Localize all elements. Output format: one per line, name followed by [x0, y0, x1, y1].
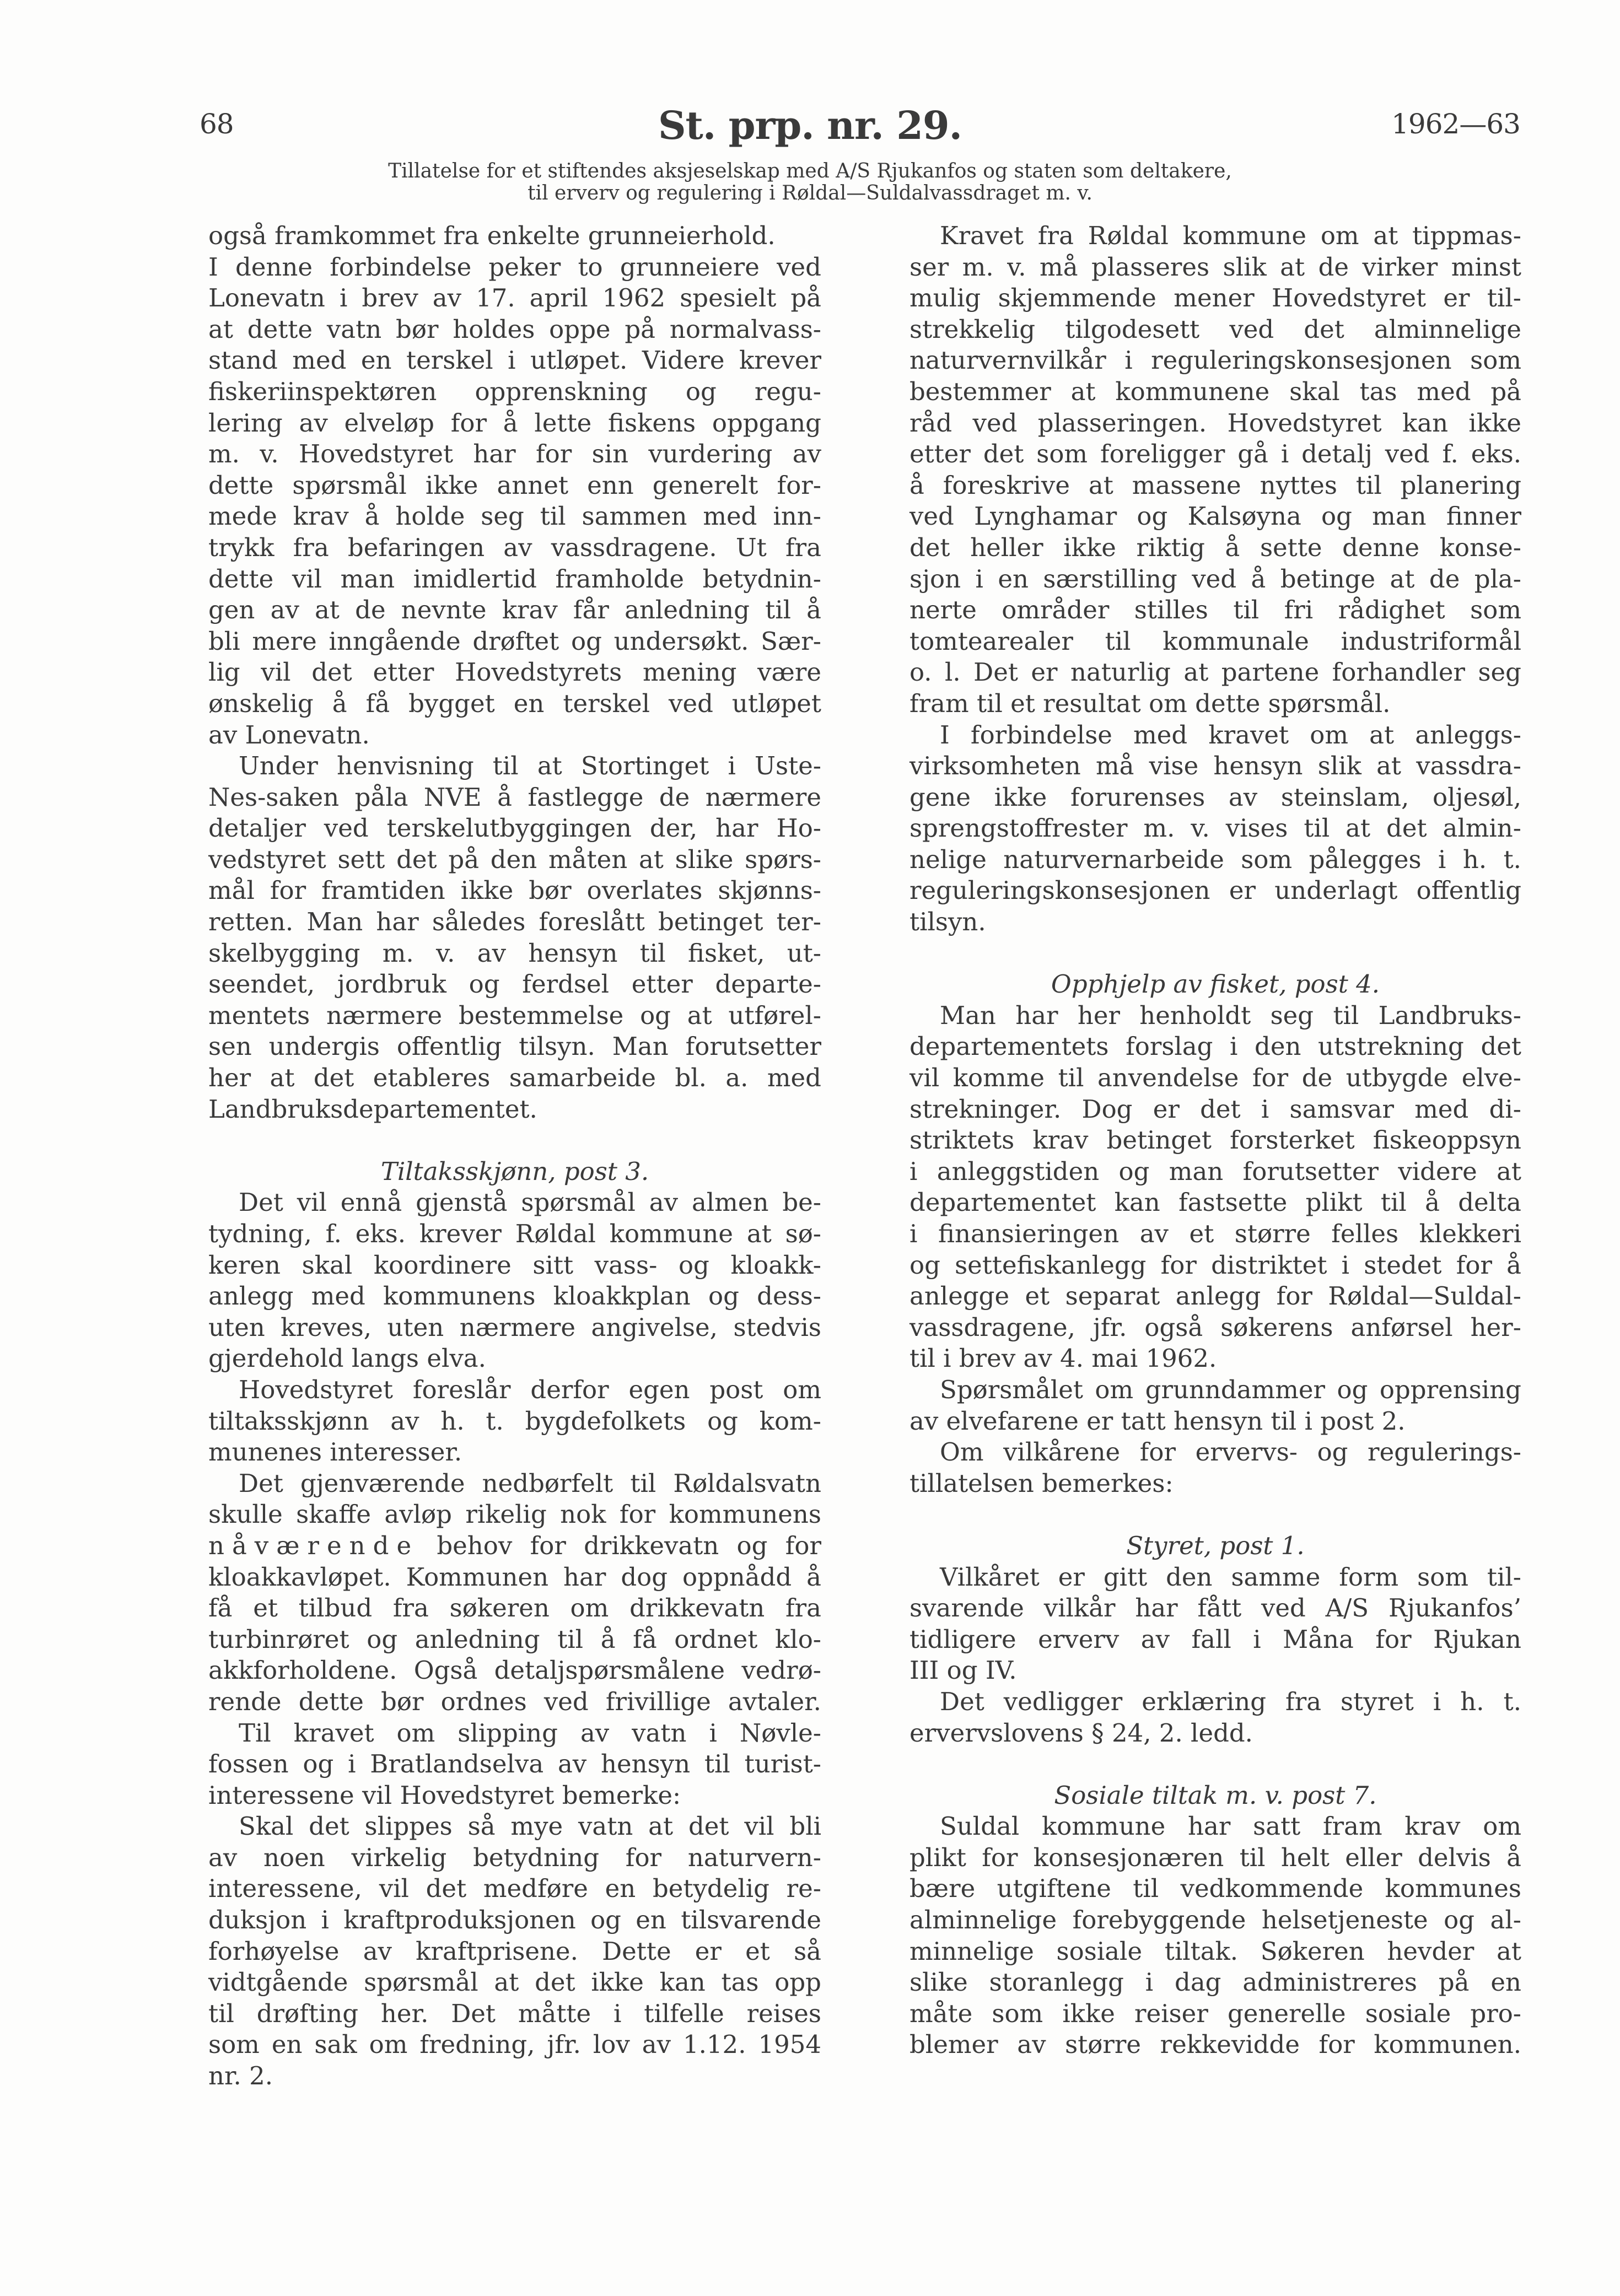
- page-number: 68: [200, 108, 234, 140]
- text-line: ervervslovens § 24, 2. ledd.: [909, 1718, 1253, 1748]
- text-line: Vilkåret er gitt den samme form som til-: [940, 1562, 1521, 1592]
- text-line: gjerdehold langs elva.: [208, 1344, 486, 1373]
- text-line: Det gjenværende nedbørfelt til Røldalsvatn: [239, 1468, 821, 1498]
- text-line: Hovedstyret foreslår derfor egen post om: [239, 1375, 821, 1404]
- text-line: sjon i en særstilling ved å betinge at de pla-: [909, 564, 1521, 594]
- text-line: Til kravet om slipping av vatn i Nøvle-: [239, 1718, 821, 1748]
- text-line: nr. 2.: [208, 2061, 273, 2091]
- text-line: I forbindelse med kravet om at anleggs-: [940, 720, 1521, 750]
- text-line: av Lonevatn.: [208, 720, 370, 750]
- text-line: departementets forslag i den utstrekning det: [909, 1032, 1521, 1061]
- text-line: sprengstoffrester m. v. vises til at det almin-: [909, 813, 1521, 843]
- text-line: keren skal koordinere sitt vass- og kloakk-: [208, 1250, 821, 1280]
- text-line: Om vilkårene for ervervs- og regulerings-: [940, 1437, 1521, 1467]
- text-line: bestemmer at kommunene skal tas med på: [909, 376, 1521, 406]
- text-line: reguleringskonsesjonen er underlagt offentlig: [909, 876, 1521, 906]
- text-line: ved Lynghamar og Kalsøyna og man finner: [909, 502, 1521, 531]
- text-line: sen undergis offentlig tilsyn. Man forutsetter: [208, 1032, 821, 1061]
- text-line: blemer av større rekkevidde for kommunen.: [909, 2030, 1521, 2060]
- text-line: dette spørsmål ikke annet enn generelt for-: [208, 470, 821, 500]
- text-line: plikt for konsesjonæren til helt eller delvis å: [909, 1842, 1521, 1872]
- text-line: dette vil man imidlertid framholde betydnin-: [208, 564, 821, 594]
- text-line: tilsyn.: [909, 907, 986, 937]
- section-spacer: [909, 938, 1521, 969]
- text-line: i finansieringen av et større felles klekkeri: [909, 1219, 1521, 1248]
- text-line: nerte områder stilles til fri rådighet som: [909, 595, 1521, 625]
- text-line: det heller ikke riktig å sette denne konse-: [909, 532, 1521, 562]
- text-line: nåværende behov for drikkevatn og for: [208, 1530, 821, 1560]
- text-line: I denne forbindelse peker to grunneiere ved: [208, 252, 821, 282]
- text-line: m. v. Hovedstyret har for sin vurdering av: [208, 439, 821, 469]
- left-column: [208, 220, 821, 2092]
- text-line: Skal det slippes så mye vatn at det vil bli: [239, 1812, 821, 1841]
- text-line: mulig skjemmende mener Hovedstyret er til-: [909, 283, 1521, 313]
- text-line: departementet kan fastsette plikt til å delta: [909, 1188, 1521, 1217]
- text-line: at dette vatn bør holdes oppe på normalvass-: [208, 314, 821, 344]
- text-line: interessene, vil det medføre en betydelig re-: [208, 1874, 821, 1904]
- text-line: tiltaksskjønn av h. t. bygdefolkets og kom-: [208, 1406, 821, 1436]
- session-year: 1962—63: [1391, 108, 1520, 140]
- text-line: bli mere inngående drøftet og undersøkt. Sær-: [208, 626, 821, 656]
- text-line: Kravet fra Røldal kommune om at tippmas-: [940, 221, 1521, 250]
- text-line: strekninger. Dog er det i samsvar med di-: [909, 1094, 1521, 1124]
- text-line: tydning, f. eks. krever Røldal kommune at sø-: [208, 1219, 821, 1248]
- text-line: å foreskrive at massene nyttes til planering: [909, 470, 1521, 500]
- text-line: her at det etableres samarbeide bl. a. med: [208, 1063, 821, 1093]
- text-line: fossen og i Bratlandselva av hensyn til turist-: [208, 1749, 821, 1779]
- text-line: Lonevatn i brev av 17. april 1962 spesielt på: [208, 283, 821, 313]
- text-line: anlegg med kommunens kloakkplan og dess-: [208, 1281, 821, 1311]
- text-line: Spørsmålet om grunndammer og opprensing: [940, 1375, 1521, 1404]
- text-line: akkforholdene. Også detaljspørsmålene vedrø-: [208, 1656, 821, 1685]
- text-line: minnelige sosiale tiltak. Søkeren hevder at: [909, 1936, 1521, 1966]
- section-spacer: [909, 1499, 1521, 1530]
- text-line: bære utgiftene til vedkommende kommunes: [909, 1874, 1521, 1904]
- text-line: seendet, jordbruk og ferdsel etter departe-: [208, 969, 821, 999]
- text-line: råd ved plasseringen. Hovedstyret kan ikke: [909, 408, 1521, 438]
- text-line: gene ikke forurenses av steinslam, oljesøl,: [909, 782, 1521, 812]
- text-line: rende dette bør ordnes ved frivillige avtaler.: [208, 1686, 821, 1716]
- text-line: også framkommet fra enkelte grunneierhold.: [208, 221, 776, 250]
- text-line: detaljer ved terskelutbyggingen der, har Ho-: [208, 813, 821, 843]
- text-line: interessene vil Hovedstyret bemerke:: [208, 1780, 681, 1810]
- section-heading: Tiltaksskjønn, post 3.: [380, 1156, 649, 1186]
- text-line: gen av at de nevnte krav får anledning til å: [208, 595, 821, 625]
- text-line: av noen virkelig betydning for naturvern-: [208, 1842, 821, 1872]
- text-line: kloakkavløpet. Kommunen har dog oppnådd å: [208, 1562, 821, 1592]
- text-line: III og IV.: [909, 1656, 1017, 1685]
- text-line: av elvefarene er tatt hensyn til i post 2.: [909, 1406, 1406, 1436]
- text-line: ser m. v. må plasseres slik at de virker minst: [909, 252, 1521, 282]
- section-spacer: [909, 1749, 1521, 1780]
- text-line: til drøfting her. Det måtte i tilfelle reises: [208, 1998, 821, 2028]
- text-line: retten. Man har således foreslått betinget ter-: [208, 907, 821, 937]
- document-title: St. prp. nr. 29.: [658, 103, 962, 148]
- text-line: striktets krav betinget forsterket fiskeoppsyn: [909, 1125, 1521, 1155]
- text-line: mentets nærmere bestemmelse og at utførel-: [208, 1000, 821, 1030]
- text-line: Man har her henholdt seg til Landbruks-: [940, 1000, 1521, 1030]
- text-line: mål for framtiden ikke bør overlates skjønns-: [208, 876, 821, 906]
- text-line: Landbruksdepartementet.: [208, 1094, 537, 1124]
- text-line: uten kreves, uten nærmere angivelse, stedvis: [208, 1312, 821, 1342]
- text-line: vassdragene, jfr. også søkerens anførsel her-: [909, 1312, 1521, 1342]
- text-line: strekkelig tilgodesett ved det alminnelige: [909, 314, 1521, 344]
- text-line: fiskeriinspektøren opprenskning og regu-: [208, 376, 821, 406]
- text-line: vidtgående spørsmål at det ikke kan tas opp: [208, 1968, 821, 1997]
- text-line: til i brev av 4. mai 1962.: [909, 1344, 1217, 1373]
- text-line: måte som ikke reiser generelle sosiale pro-: [909, 1998, 1521, 2028]
- text-line: som en sak om fredning, jfr. lov av 1.12. 1954: [208, 2030, 821, 2060]
- text-line: få et tilbud fra søkeren om drikkevatn fra: [208, 1593, 821, 1623]
- text-line: mede krav å holde seg til sammen med inn-: [208, 502, 821, 531]
- text-line: vedstyret sett det på den måten at slike spørs-: [208, 844, 821, 874]
- text-line: alminnelige forebyggende helsetjeneste og al-: [909, 1905, 1521, 1935]
- text-line: tillatelsen bemerkes:: [909, 1468, 1174, 1498]
- text-line: Suldal kommune har satt fram krav om: [940, 1812, 1521, 1841]
- text-line: tidligere erverv av fall i Måna for Rjukan: [909, 1624, 1521, 1654]
- text-line: o. l. Det er naturlig at partene forhandler seg: [909, 657, 1521, 687]
- text-line: lig vil det etter Hovedstyrets mening være: [208, 657, 821, 687]
- text-line: duksjon i kraftproduksjonen og en tilsvarende: [208, 1905, 821, 1935]
- text-line: skulle skaffe avløp rikelig nok for kommunens: [208, 1500, 821, 1529]
- text-line: anlegge et separat anlegg for Røldal—Suldal-: [909, 1281, 1521, 1311]
- section-heading: Opphjelp av fisket, post 4.: [1051, 969, 1380, 999]
- text-line: naturvernvilkår i reguleringskonsesjonen som: [909, 346, 1521, 375]
- text-line: vil komme til anvendelse for de utbygde elve-: [909, 1063, 1521, 1093]
- text-line: slike storanlegg i dag administreres på en: [909, 1968, 1521, 1997]
- text-line: skelbygging m. v. av hensyn til fisket, ut-: [208, 938, 821, 968]
- text-line: munenes interesser.: [208, 1437, 462, 1467]
- text-line: lering av elveløp for å lette fiskens oppgang: [208, 408, 821, 438]
- subtitle-line: Tillatelse for et stiftendes aksjeselskap med A/S Rjukanfos og staten som deltakere,: [388, 160, 1232, 182]
- text-line: og settefiskanlegg for distriktet i stedet for å: [909, 1250, 1521, 1280]
- section-heading: Styret, post 1.: [1126, 1530, 1305, 1560]
- text-line: fram til et resultat om dette spørsmål.: [909, 688, 1391, 718]
- text-line: Under henvisning til at Stortinget i Uste-: [239, 751, 821, 781]
- section-heading: Sosiale tiltak m. v. post 7.: [1054, 1780, 1377, 1810]
- text-line: turbinrøret og anledning til å få ordnet klo-: [208, 1624, 821, 1654]
- text-line: Det vedligger erklæring fra styret i h. t.: [940, 1686, 1521, 1716]
- text-line: tomtearealer til kommunale industriformål: [909, 626, 1521, 656]
- text-line: trykk fra befaringen av vassdragene. Ut fra: [208, 532, 821, 562]
- section-spacer: [208, 1125, 821, 1156]
- text-line: etter det som foreligger gå i detalj ved f. eks.: [909, 439, 1521, 469]
- text-line: stand med en terskel i utløpet. Videre krever: [208, 346, 821, 375]
- right-column: [909, 220, 1521, 2061]
- text-line: virksomheten må vise hensyn slik at vassdra-: [909, 751, 1521, 781]
- subtitle-line: til erverv og regulering i Røldal—Suldalvassdraget m. v.: [528, 182, 1092, 204]
- text-line: ønskelig å få bygget en terskel ved utløpet: [208, 688, 821, 718]
- text-line: svarende vilkår har fått ved A/S Rjukanfos’: [909, 1593, 1521, 1623]
- text-line: i anleggstiden og man forutsetter videre at: [909, 1156, 1521, 1186]
- text-line: forhøyelse av kraftprisene. Dette er et så: [208, 1936, 821, 1966]
- running-subtitle: [0, 160, 1620, 204]
- text-line: nelige naturvernarbeide som pålegges i h. t.: [909, 844, 1521, 874]
- text-line: Nes-saken påla NVE å fastlegge de nærmere: [208, 782, 821, 812]
- text-line: Det vil ennå gjenstå spørsmål av almen be-: [239, 1188, 821, 1217]
